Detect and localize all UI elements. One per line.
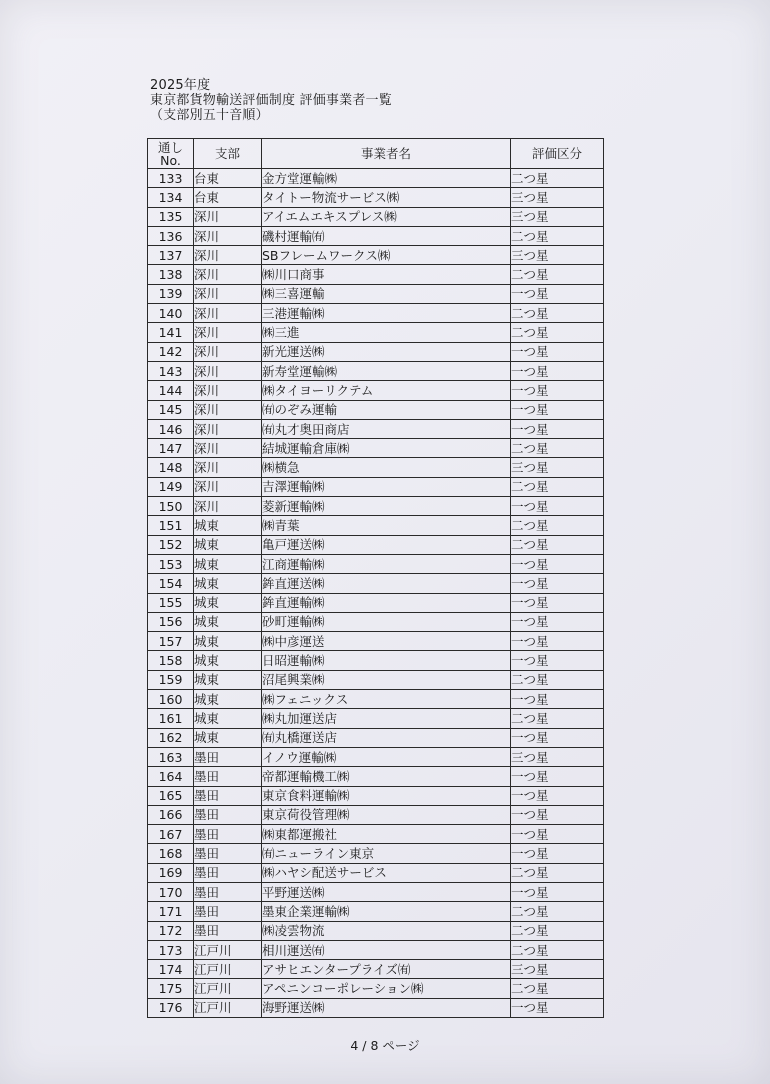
cell-operator-name: 日昭運輸㈱ (262, 651, 511, 670)
cell-operator-name: 新光運送㈱ (262, 342, 511, 361)
table-row (148, 863, 604, 882)
cell-branch: 墨田 (194, 882, 262, 901)
cell-branch: 深川 (194, 400, 262, 419)
evaluated-operators-table (147, 138, 604, 1018)
cell-rating: 二つ星 (511, 979, 604, 998)
cell-number: 154 (148, 574, 194, 593)
cell-branch: 深川 (194, 284, 262, 303)
cell-branch: 深川 (194, 342, 262, 361)
cell-branch: 城東 (194, 612, 262, 631)
cell-rating: 二つ星 (511, 670, 604, 689)
cell-rating: 一つ星 (511, 612, 604, 631)
cell-number: 135 (148, 207, 194, 226)
cell-operator-name: 砂町運輸㈱ (262, 612, 511, 631)
cell-operator-name: 吉澤運輸㈱ (262, 477, 511, 496)
sort-note: （支部別五十音順） (150, 108, 269, 123)
cell-branch: 深川 (194, 381, 262, 400)
cell-branch: 墨田 (194, 863, 262, 882)
table-row (148, 516, 604, 535)
cell-branch: 城東 (194, 593, 262, 612)
cell-number: 138 (148, 265, 194, 284)
cell-branch: 城東 (194, 670, 262, 689)
column-header-no-line1: 通し (157, 139, 183, 155)
cell-number: 172 (148, 921, 194, 940)
cell-branch: 墨田 (194, 786, 262, 805)
table-row (148, 265, 604, 284)
cell-number: 163 (148, 747, 194, 766)
cell-rating: 一つ星 (511, 342, 604, 361)
cell-branch: 深川 (194, 419, 262, 438)
cell-number: 173 (148, 940, 194, 959)
cell-rating: 一つ星 (511, 574, 604, 593)
cell-rating: 一つ星 (511, 844, 604, 863)
table-header-row (148, 139, 604, 169)
cell-number: 155 (148, 593, 194, 612)
cell-rating: 一つ星 (511, 651, 604, 670)
table-row (148, 381, 604, 400)
cell-number: 174 (148, 960, 194, 979)
table-row (148, 825, 604, 844)
cell-operator-name: 菱新運輸㈱ (262, 497, 511, 516)
document-title: 東京都貨物輸送評価制度 評価事業者一覧 (150, 93, 392, 108)
cell-rating: 二つ星 (511, 265, 604, 284)
cell-branch: 江戸川 (194, 960, 262, 979)
table-row (148, 304, 604, 323)
cell-operator-name: アサヒエンタープライズ㈲ (262, 960, 511, 979)
cell-operator-name: 相川運送㈲ (262, 940, 511, 959)
cell-operator-name: イノウ運輸㈱ (262, 747, 511, 766)
cell-operator-name: ㈱川口商事 (262, 265, 511, 284)
cell-branch: 墨田 (194, 747, 262, 766)
table-row (148, 998, 604, 1017)
cell-branch: 台東 (194, 188, 262, 207)
cell-branch: 深川 (194, 439, 262, 458)
cell-number: 165 (148, 786, 194, 805)
column-header-no-line2: No. (160, 152, 181, 168)
cell-operator-name: ㈱ハヤシ配送サービス (262, 863, 511, 882)
cell-number: 164 (148, 767, 194, 786)
cell-branch: 墨田 (194, 902, 262, 921)
cell-operator-name: 沼尾興業㈱ (262, 670, 511, 689)
table-row (148, 902, 604, 921)
cell-rating: 一つ星 (511, 381, 604, 400)
cell-operator-name: アペニンコーポレーション㈱ (262, 979, 511, 998)
cell-number: 175 (148, 979, 194, 998)
cell-branch: 台東 (194, 169, 262, 188)
cell-number: 169 (148, 863, 194, 882)
cell-operator-name: 三港運輸㈱ (262, 304, 511, 323)
table-row (148, 535, 604, 554)
cell-number: 140 (148, 304, 194, 323)
table-row (148, 709, 604, 728)
cell-number: 150 (148, 497, 194, 516)
fiscal-year: 2025年度 (150, 78, 211, 93)
cell-number: 146 (148, 419, 194, 438)
cell-rating: 三つ星 (511, 960, 604, 979)
cell-rating: 一つ星 (511, 786, 604, 805)
cell-operator-name: 鉾直運送㈱ (262, 574, 511, 593)
table-row (148, 960, 604, 979)
cell-branch: 深川 (194, 497, 262, 516)
cell-number: 167 (148, 825, 194, 844)
cell-branch: 城東 (194, 632, 262, 651)
cell-branch: 深川 (194, 304, 262, 323)
cell-rating: 二つ星 (511, 516, 604, 535)
cell-branch: 城東 (194, 574, 262, 593)
cell-number: 159 (148, 670, 194, 689)
table-row (148, 497, 604, 516)
cell-number: 152 (148, 535, 194, 554)
table-row (148, 574, 604, 593)
table-row (148, 419, 604, 438)
cell-rating: 一つ星 (511, 728, 604, 747)
cell-rating: 一つ星 (511, 805, 604, 824)
table-row (148, 651, 604, 670)
table-row (148, 921, 604, 940)
cell-rating: 一つ星 (511, 361, 604, 380)
cell-number: 151 (148, 516, 194, 535)
table-body (148, 169, 604, 1018)
cell-rating: 二つ星 (511, 477, 604, 496)
cell-number: 156 (148, 612, 194, 631)
cell-rating: 一つ星 (511, 284, 604, 303)
cell-branch: 江戸川 (194, 979, 262, 998)
cell-rating: 二つ星 (511, 323, 604, 342)
cell-rating: 二つ星 (511, 940, 604, 959)
cell-operator-name: ㈲丸橋運送店 (262, 728, 511, 747)
cell-operator-name: ㈱タイヨーリクテム (262, 381, 511, 400)
table-row (148, 477, 604, 496)
cell-rating: 三つ星 (511, 246, 604, 265)
cell-number: 136 (148, 226, 194, 245)
table-row (148, 747, 604, 766)
cell-rating: 二つ星 (511, 439, 604, 458)
cell-rating: 一つ星 (511, 998, 604, 1017)
column-header-rating: 評価区分 (511, 139, 604, 169)
cell-rating: 一つ星 (511, 419, 604, 438)
cell-number: 161 (148, 709, 194, 728)
cell-branch: 深川 (194, 458, 262, 477)
cell-rating: 二つ星 (511, 709, 604, 728)
cell-operator-name: 海野運送㈱ (262, 998, 511, 1017)
cell-operator-name: ㈲丸才奥田商店 (262, 419, 511, 438)
cell-rating: 一つ星 (511, 882, 604, 901)
cell-rating: 一つ星 (511, 593, 604, 612)
cell-branch: 深川 (194, 226, 262, 245)
table-row (148, 226, 604, 245)
table-row (148, 805, 604, 824)
cell-number: 160 (148, 690, 194, 709)
cell-operator-name: 東京食料運輸㈱ (262, 786, 511, 805)
column-header-name: 事業者名 (262, 139, 511, 169)
cell-number: 157 (148, 632, 194, 651)
cell-rating: 三つ星 (511, 458, 604, 477)
cell-rating: 一つ星 (511, 400, 604, 419)
table-row (148, 284, 604, 303)
table-row (148, 554, 604, 573)
cell-branch: 城東 (194, 728, 262, 747)
cell-branch: 城東 (194, 554, 262, 573)
cell-branch: 深川 (194, 246, 262, 265)
cell-operator-name: ㈱三喜運輸 (262, 284, 511, 303)
table-row (148, 400, 604, 419)
cell-number: 171 (148, 902, 194, 921)
cell-operator-name: 平野運送㈱ (262, 882, 511, 901)
table-row (148, 458, 604, 477)
cell-operator-name: タイトー物流サービス㈱ (262, 188, 511, 207)
cell-number: 137 (148, 246, 194, 265)
table-row (148, 728, 604, 747)
table-row (148, 940, 604, 959)
table-row (148, 246, 604, 265)
table-row (148, 670, 604, 689)
cell-number: 144 (148, 381, 194, 400)
cell-number: 153 (148, 554, 194, 573)
cell-rating: 二つ星 (511, 863, 604, 882)
document-header (150, 78, 392, 123)
cell-operator-name: ㈲のぞみ運輸 (262, 400, 511, 419)
cell-number: 166 (148, 805, 194, 824)
cell-rating: 二つ星 (511, 226, 604, 245)
cell-operator-name: ㈱フェニックス (262, 690, 511, 709)
cell-operator-name: 鉾直運輸㈱ (262, 593, 511, 612)
cell-branch: 墨田 (194, 825, 262, 844)
cell-branch: 城東 (194, 690, 262, 709)
cell-branch: 城東 (194, 709, 262, 728)
cell-rating: 二つ星 (511, 921, 604, 940)
cell-branch: 墨田 (194, 767, 262, 786)
cell-rating: 三つ星 (511, 188, 604, 207)
column-header-branch: 支部 (194, 139, 262, 169)
cell-operator-name: ㈲ニューライン東京 (262, 844, 511, 863)
cell-number: 148 (148, 458, 194, 477)
cell-operator-name: 墨東企業運輸㈱ (262, 902, 511, 921)
cell-rating: 二つ星 (511, 535, 604, 554)
cell-branch: 深川 (194, 323, 262, 342)
cell-rating: 三つ星 (511, 747, 604, 766)
table-row (148, 188, 604, 207)
table-row (148, 632, 604, 651)
cell-branch: 城東 (194, 535, 262, 554)
cell-rating: 一つ星 (511, 632, 604, 651)
cell-branch: 深川 (194, 361, 262, 380)
table-row (148, 844, 604, 863)
cell-operator-name: 金方堂運輸㈱ (262, 169, 511, 188)
cell-branch: 城東 (194, 651, 262, 670)
table-row (148, 361, 604, 380)
table-row (148, 786, 604, 805)
cell-number: 170 (148, 882, 194, 901)
cell-branch: 深川 (194, 265, 262, 284)
cell-number: 149 (148, 477, 194, 496)
cell-branch: 墨田 (194, 921, 262, 940)
cell-operator-name: ㈱丸加運送店 (262, 709, 511, 728)
table-row (148, 207, 604, 226)
table-row (148, 979, 604, 998)
table-row (148, 690, 604, 709)
table-row (148, 882, 604, 901)
cell-rating: 二つ星 (511, 169, 604, 188)
column-header-no (148, 139, 194, 169)
cell-number: 168 (148, 844, 194, 863)
cell-operator-name: 帝都運輸機工㈱ (262, 767, 511, 786)
table-row (148, 169, 604, 188)
cell-number: 143 (148, 361, 194, 380)
cell-rating: 一つ星 (511, 497, 604, 516)
cell-operator-name: アイエムエキスプレス㈱ (262, 207, 511, 226)
table-row (148, 342, 604, 361)
cell-rating: 三つ星 (511, 207, 604, 226)
cell-operator-name: ㈱中彦運送 (262, 632, 511, 651)
cell-operator-name: ㈱横急 (262, 458, 511, 477)
cell-operator-name: 亀戸運送㈱ (262, 535, 511, 554)
page-number: 4 / 8 ページ (350, 1038, 420, 1053)
cell-rating: 一つ星 (511, 767, 604, 786)
cell-operator-name: 江商運輸㈱ (262, 554, 511, 573)
cell-number: 141 (148, 323, 194, 342)
cell-operator-name: SBフレームワークス㈱ (262, 246, 511, 265)
cell-operator-name: 新寿堂運輸㈱ (262, 361, 511, 380)
cell-number: 162 (148, 728, 194, 747)
cell-number: 145 (148, 400, 194, 419)
cell-number: 133 (148, 169, 194, 188)
cell-operator-name: ㈱東都運搬社 (262, 825, 511, 844)
cell-number: 139 (148, 284, 194, 303)
cell-branch: 城東 (194, 516, 262, 535)
cell-number: 134 (148, 188, 194, 207)
cell-branch: 江戸川 (194, 940, 262, 959)
table-row (148, 439, 604, 458)
cell-operator-name: ㈱青葉 (262, 516, 511, 535)
cell-rating: 一つ星 (511, 690, 604, 709)
table-row (148, 767, 604, 786)
cell-operator-name: 結城運輸倉庫㈱ (262, 439, 511, 458)
cell-operator-name: 東京荷役管理㈱ (262, 805, 511, 824)
cell-rating: 一つ星 (511, 554, 604, 573)
table-row (148, 323, 604, 342)
cell-number: 147 (148, 439, 194, 458)
cell-rating: 二つ星 (511, 902, 604, 921)
cell-operator-name: ㈱凌雲物流 (262, 921, 511, 940)
cell-rating: 一つ星 (511, 825, 604, 844)
cell-operator-name: 磯村運輸㈲ (262, 226, 511, 245)
cell-number: 158 (148, 651, 194, 670)
cell-branch: 墨田 (194, 805, 262, 824)
cell-operator-name: ㈱三進 (262, 323, 511, 342)
cell-branch: 深川 (194, 207, 262, 226)
cell-branch: 江戸川 (194, 998, 262, 1017)
table-row (148, 593, 604, 612)
table-row (148, 612, 604, 631)
cell-rating: 二つ星 (511, 304, 604, 323)
cell-branch: 深川 (194, 477, 262, 496)
cell-number: 176 (148, 998, 194, 1017)
cell-branch: 墨田 (194, 844, 262, 863)
cell-number: 142 (148, 342, 194, 361)
